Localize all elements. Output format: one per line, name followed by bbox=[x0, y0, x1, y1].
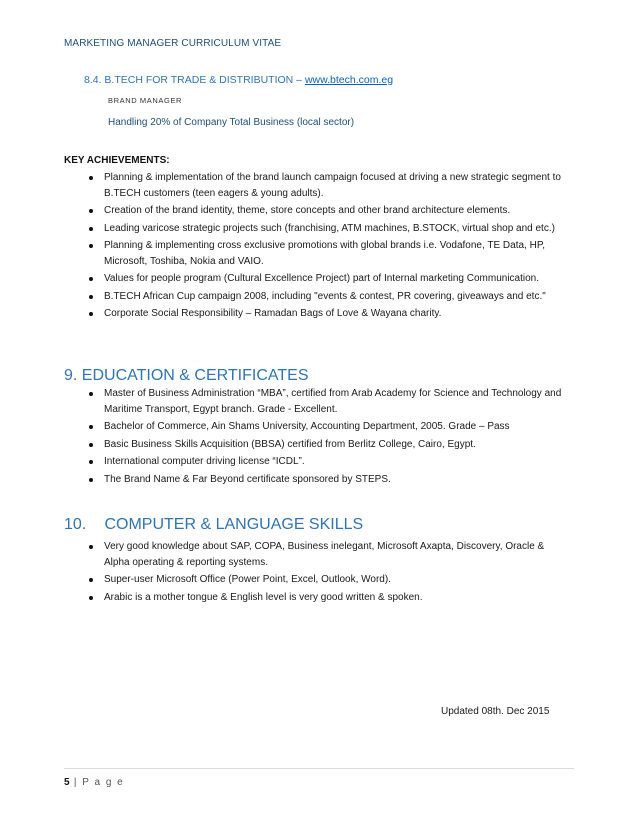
job-title: 8.4. B.TECH FOR TRADE & DISTRIBUTION – bbox=[84, 74, 305, 86]
key-achievements-label: KEY ACHIEVEMENTS: bbox=[64, 155, 170, 166]
section-number: 9. bbox=[64, 367, 78, 384]
section-number: 10. bbox=[64, 516, 87, 533]
list-item: The Brand Name & Far Beyond certificate sponsored by STEPS. bbox=[64, 472, 572, 488]
list-item: Leading varicose strategic projects such (franchising, ATM machines, B.STOCK, virtual shop and etc.) bbox=[64, 221, 572, 237]
skills-list bbox=[64, 539, 572, 607]
page-footer bbox=[64, 777, 124, 788]
skills-heading bbox=[64, 516, 363, 534]
list-item: Planning & implementation of the brand launch campaign focused at driving a new strategic segment to B.TECH customers (teen eagers & young adults). bbox=[64, 170, 572, 201]
list-item: Arabic is a mother tongue & English level is very good written & spoken. bbox=[64, 590, 572, 606]
list-item: Creation of the brand identity, theme, store concepts and other brand architecture elements. bbox=[64, 203, 572, 219]
list-item: Master of Business Administration “MBA”, certified from Arab Academy for Science and Technology and Maritime Transport, Egypt branch. Grade - Excellent. bbox=[64, 386, 572, 417]
section-title: EDUCATION & CERTIFICATES bbox=[81, 367, 309, 384]
list-item: Bachelor of Commerce, Ain Shams University, Accounting Department, 2005. Grade – Pass bbox=[64, 419, 572, 435]
list-item: Basic Business Skills Acquisition (BBSA) certified from Berlitz College, Cairo, Egypt. bbox=[64, 437, 572, 453]
footer-divider bbox=[64, 768, 574, 769]
job-description: Handling 20% of Company Total Business (local sector) bbox=[108, 117, 355, 128]
updated-date: Updated 08th. Dec 2015 bbox=[441, 706, 550, 717]
list-item: Values for people program (Cultural Excellence Project) part of Internal marketing Communication. bbox=[64, 271, 572, 287]
company-website-link[interactable]: www.btech.com.eg bbox=[304, 74, 394, 86]
list-item: International computer driving license “ICDL”. bbox=[64, 454, 572, 470]
job-title-line bbox=[84, 74, 393, 86]
page-number: 5 bbox=[64, 777, 70, 788]
education-heading bbox=[64, 367, 308, 385]
achievements-list bbox=[64, 170, 572, 324]
list-item: Planning & implementing cross exclusive promotions with global brands i.e. Vodafone, TE Data, HP, Microsoft, Toshiba, Nokia and VAIO. bbox=[64, 238, 572, 269]
list-item: B.TECH African Cup campaign 2008, including "events & contest, PR covering, giveaways and etc." bbox=[64, 289, 572, 305]
list-item: Very good knowledge about SAP, COPA, Business inelegant, Microsoft Axapta, Discovery, Oracle & Alpha operating & reporting systems. bbox=[64, 539, 572, 570]
page-label: | P a g e bbox=[73, 777, 125, 788]
page-header: MARKETING MANAGER CURRICULUM VITAE bbox=[64, 38, 282, 49]
education-list bbox=[64, 386, 572, 489]
section-title: COMPUTER & LANGUAGE SKILLS bbox=[104, 516, 364, 533]
list-item: Corporate Social Responsibility – Ramadan Bags of Love & Wayana charity. bbox=[64, 306, 572, 322]
job-role: BRAND MANAGER bbox=[108, 96, 183, 105]
list-item: Super-user Microsoft Office (Power Point, Excel, Outlook, Word). bbox=[64, 572, 572, 588]
